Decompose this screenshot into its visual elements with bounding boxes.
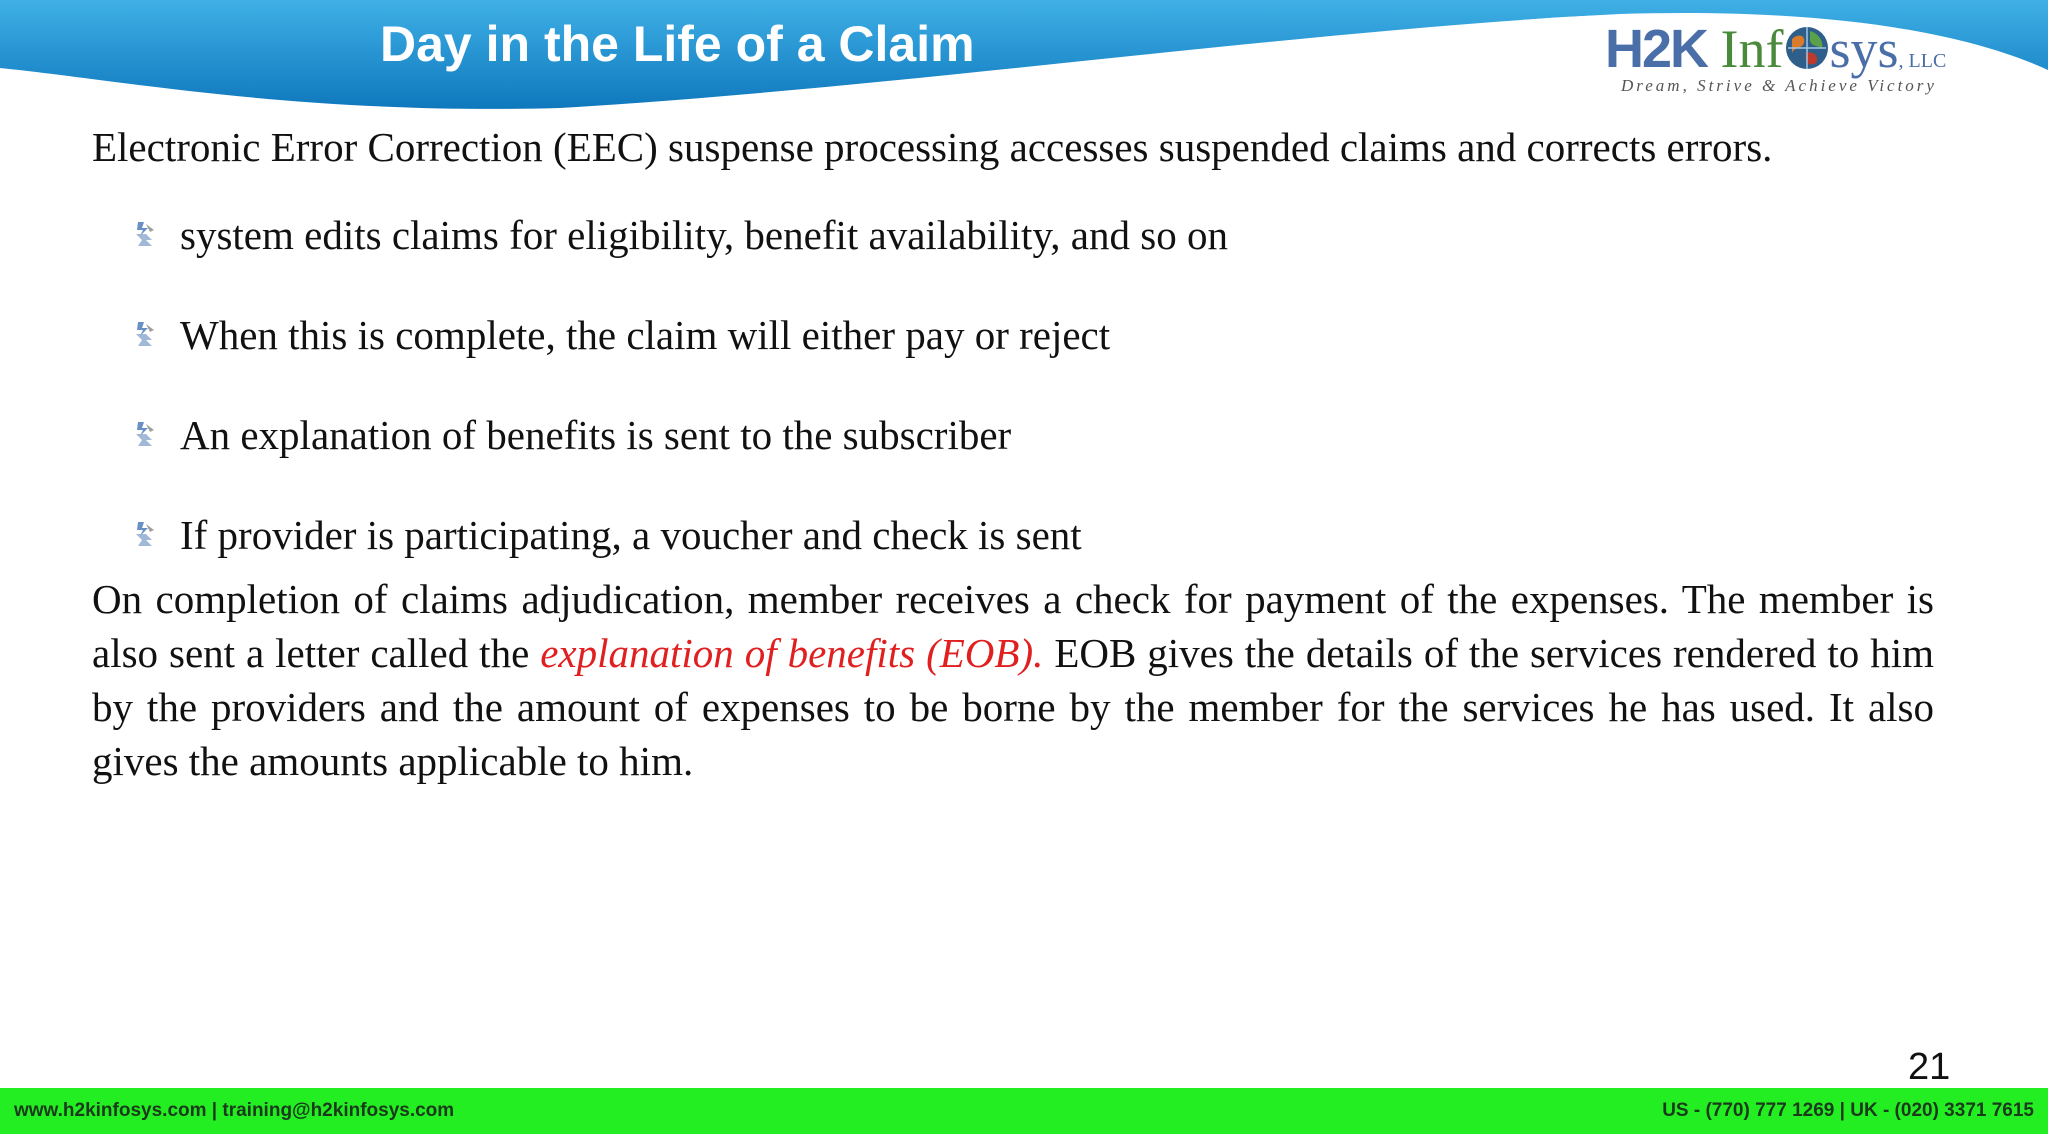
list-item <box>92 308 1934 362</box>
list-item <box>92 208 1934 262</box>
logo-sys: sys <box>1829 19 1899 79</box>
logo-inf: Inf <box>1720 19 1784 79</box>
bullet-text: system edits claims for eligibility, benefit availability, and so on <box>180 212 1228 258</box>
closing-text-2: EOB gives the details of the services rendered to him by the providers and the amount of expenses to be borne by the member for the services he has used. It also gives the amounts applicable to him. <box>92 630 1934 784</box>
list-item <box>92 508 1934 562</box>
list-item <box>92 408 1934 462</box>
slide-content <box>92 120 1934 788</box>
globe-icon <box>1784 25 1830 71</box>
bullet-figure-icon <box>132 520 158 548</box>
slide-title: Day in the Life of a Claim <box>380 16 975 72</box>
closing-paragraph <box>92 572 1934 788</box>
page-number: 21 <box>1908 1046 1951 1088</box>
bullet-figure-icon <box>132 420 158 448</box>
bullet-text: An explanation of benefits is sent to the subscriber <box>180 412 1012 458</box>
intro-paragraph: Electronic Error Correction (EEC) suspense processing accesses suspended claims and corrects errors. <box>92 124 1773 170</box>
footer-bar <box>0 1088 2048 1134</box>
company-logo <box>1605 18 2005 108</box>
closing-text-1: On completion of claims adjudication, member receives a check for payment of the expenses. The member is also sent a letter called the <box>92 576 1934 676</box>
bullet-text: When this is complete, the claim will either pay or reject <box>180 312 1111 358</box>
eob-emphasis: explanation of benefits (EOB). <box>540 630 1044 676</box>
logo-llc: , LLC <box>1898 50 1947 72</box>
bullet-figure-icon <box>132 220 158 248</box>
bullet-text: If provider is participating, a voucher and check is sent <box>180 512 1082 558</box>
bullet-list <box>92 208 1934 562</box>
bullet-figure-icon <box>132 320 158 348</box>
logo-h2k: H2K <box>1605 19 1708 79</box>
logo-tagline: Dream, Strive & Achieve Victory <box>1621 76 1937 95</box>
footer-contact-phone: US - (770) 777 1269 | UK - (020) 3371 7615 <box>1662 1100 2034 1121</box>
footer-contact-web: www.h2kinfosys.com | training@h2kinfosys.com <box>14 1100 455 1121</box>
